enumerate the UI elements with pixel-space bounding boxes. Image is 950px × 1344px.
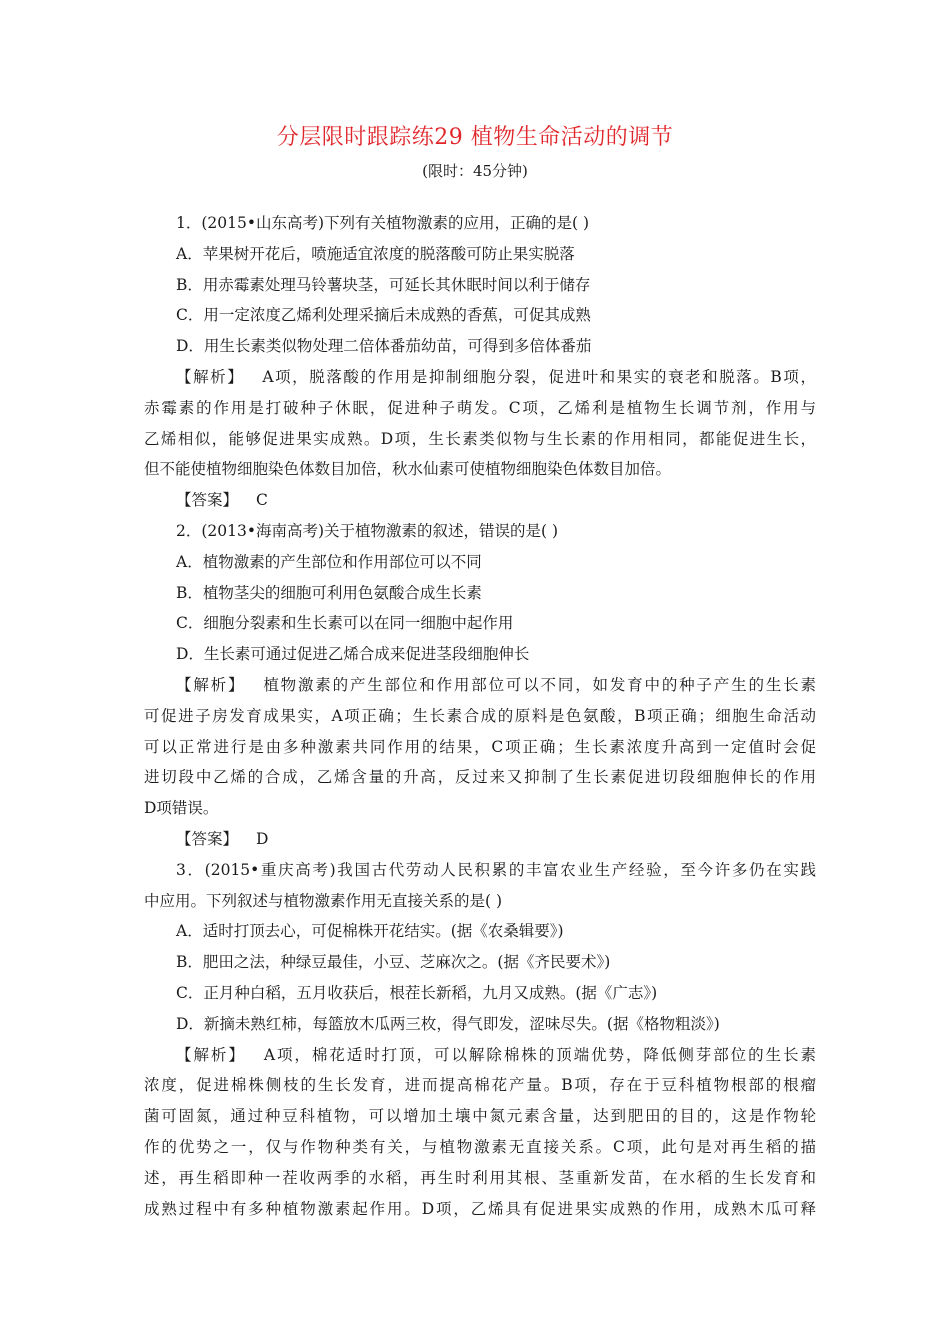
line-text: 但不能使植物细胞染色体数目加倍，秋水仙素可使植物细胞染色体数目加倍。 (144, 460, 672, 479)
line-text: 作的优势之一，仅与作物种类有关，与植物激素无直接关系。C项，此句是对再生稻的描 (144, 1137, 816, 1156)
line-text: 3．(2015•重庆高考)我国古代劳动人民积累的丰富农业生产经验，至今许多仍在实践 (176, 860, 816, 879)
text-line (144, 331, 816, 362)
text-line (144, 886, 816, 917)
line-text: 乙烯相似，能够促进果实成熟。D项，生长素类似物与生长素的作用相同，都能促进生长， (144, 429, 816, 448)
line-text: A项，棉花适时打顶，可以解除棉株的顶端优势，降低侧芽部位的生长素 (263, 1045, 816, 1064)
document-body (144, 208, 816, 1224)
text-line (144, 1070, 816, 1101)
line-text: 可以正常进行是由多种激素共同作用的结果，C项正确；生长素浓度升高到一定值时会促 (144, 737, 816, 756)
line-text: 成熟过程中有多种植物激素起作用。D项，乙烯具有促进果实成熟的作用，成熟木瓜可释 (144, 1199, 816, 1218)
text-line (144, 701, 816, 732)
line-text: D (256, 829, 269, 848)
text-line (144, 454, 816, 485)
text-line (144, 824, 816, 855)
line-text: D．用生长素类似物处理二倍体番茄幼苗，可得到多倍体番茄 (176, 337, 592, 356)
text-line (144, 362, 816, 393)
text-line (144, 947, 816, 978)
line-text: A项，脱落酸的作用是抑制细胞分裂，促进叶和果实的衰老和脱落。B项， (262, 367, 816, 386)
text-line (144, 855, 816, 886)
text-line (144, 485, 816, 516)
line-text: 可促进子房发育成果实，A项正确；生长素合成的原料是色氨酸，B项正确；细胞生命活动 (144, 706, 816, 725)
line-text: 菌可固氮，通过种豆科植物，可以增加土壤中氮元素含量，达到肥田的目的，这是作物轮 (144, 1107, 816, 1126)
line-text: B．肥田之法，种绿豆最佳，小豆、芝麻次之。(据《齐民要术》) (176, 953, 611, 972)
text-line (144, 608, 816, 639)
text-line (144, 916, 816, 947)
line-text: C．用一定浓度乙烯利处理采摘后未成熟的香蕉，可促其成熟 (176, 306, 591, 325)
text-line (144, 270, 816, 301)
line-text: C (256, 491, 268, 510)
line-text: 植物激素的产生部位和作用部位可以不同，如发育中的种子产生的生长素 (263, 675, 816, 694)
line-text: C．正月种白稻，五月收获后，根茬长新稻，九月又成熟。(据《广志》) (176, 983, 658, 1002)
line-text: D．新摘未熟红柿，每篮放木瓜两三枚，得气即发，涩味尽失。(据《格物粗淡》) (176, 1014, 720, 1033)
line-text: 中应用。下列叙述与植物激素作用无直接关系的是( ) (144, 891, 503, 910)
text-line (144, 1040, 816, 1071)
line-text: D．生长素可通过促进乙烯合成来促进茎段细胞伸长 (176, 645, 530, 664)
text-line (144, 208, 816, 239)
text-line (144, 762, 816, 793)
text-line (144, 393, 816, 424)
line-text: 进切段中乙烯的合成，乙烯含量的升高，反过来又抑制了生长素促进切段细胞伸长的作用 (144, 768, 816, 787)
text-line (144, 516, 816, 547)
text-line (144, 578, 816, 609)
line-text: C．细胞分裂素和生长素可以在同一细胞中起作用 (176, 614, 514, 633)
line-text: 1．(2015•山东高考)下列有关植物激素的应用，正确的是( ) (176, 214, 590, 232)
text-line (144, 424, 816, 455)
text-line (144, 1009, 816, 1040)
text-line (144, 1101, 816, 1132)
text-line (144, 1132, 816, 1163)
section-tag: 【答案】 (176, 829, 239, 848)
text-line (144, 239, 816, 270)
line-text: A．植物激素的产生部位和作用部位可以不同 (176, 552, 482, 571)
line-text: A．适时打顶去心，可促棉株开花结实。(据《农桑辑要》) (176, 922, 564, 941)
section-tag: 【解析】 (176, 675, 246, 694)
text-line (144, 1163, 816, 1194)
section-tag: 【解析】 (176, 1045, 246, 1064)
text-line (144, 793, 816, 824)
text-line (144, 547, 816, 578)
line-text: A．苹果树开花后，喷施适宜浓度的脱落酸可防止果实脱落 (176, 244, 575, 263)
line-text: 赤霉素的作用是打破种子休眠，促进种子萌发。C项，乙烯利是植物生长调节剂，作用与 (144, 398, 816, 417)
text-line (144, 300, 816, 331)
line-text: 浓度，促进棉株侧枝的生长发育，进而提高棉花产量。B项，存在于豆科植物根部的根瘤 (144, 1076, 816, 1095)
line-text: B．植物茎尖的细胞可利用色氨酸合成生长素 (176, 583, 482, 602)
time-limit-note: (限时：45分钟) (422, 162, 528, 180)
text-line (144, 670, 816, 701)
text-line (144, 732, 816, 763)
line-text: 述，再生稻即种一茬收两季的水稻，再生时利用其根、茎重新发苗，在水稻的生长发育和 (144, 1168, 816, 1187)
line-text: B．用赤霉素处理马铃薯块茎，可延长其休眠时间以利于储存 (176, 275, 591, 294)
line-text: 2．(2013•海南高考)关于植物激素的叙述，错误的是( ) (176, 521, 559, 540)
page-title: 分层限时跟踪练29 植物生命活动的调节 (276, 125, 674, 150)
line-text: D项错误。 (144, 799, 219, 818)
section-tag: 【解析】 (176, 367, 245, 386)
text-line (144, 1194, 816, 1225)
text-line (144, 978, 816, 1009)
text-line (144, 639, 816, 670)
section-tag: 【答案】 (176, 491, 239, 510)
